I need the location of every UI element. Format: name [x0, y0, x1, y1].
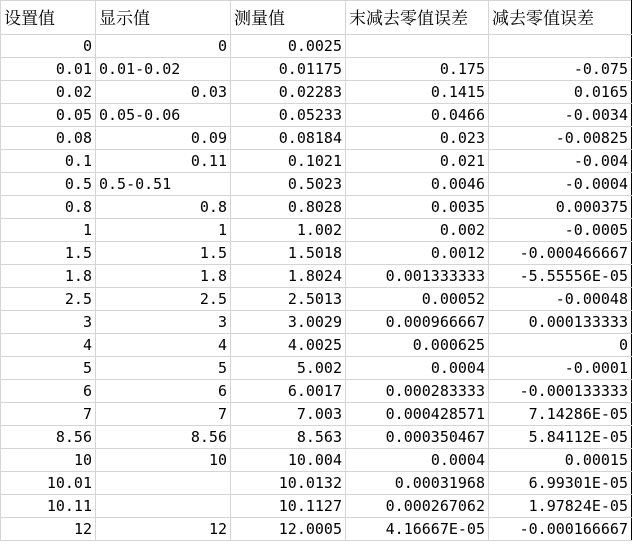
table-row: [1, 426, 632, 449]
cell-measured-value[interactable]: 10.0132: [231, 472, 346, 495]
cell-error-minus-zero[interactable]: -0.0001: [489, 357, 632, 380]
cell-measured-value[interactable]: 12.0005: [231, 518, 346, 541]
table-row: [1, 518, 632, 541]
cell-set-value[interactable]: 0.8: [1, 196, 96, 219]
cell-error-without-zero[interactable]: 0.000428571: [346, 403, 489, 426]
table-row: [1, 472, 632, 495]
table-row: [1, 449, 632, 472]
cell-error-without-zero[interactable]: [346, 35, 489, 58]
cell-error-minus-zero[interactable]: [489, 35, 632, 58]
table-row: [1, 311, 632, 334]
cell-error-minus-zero[interactable]: 0.00015: [489, 449, 632, 472]
cell-error-without-zero[interactable]: 0.000283333: [346, 380, 489, 403]
table-row: [1, 380, 632, 403]
cell-error-without-zero[interactable]: 0.0004: [346, 449, 489, 472]
cell-error-minus-zero[interactable]: 0.000375: [489, 196, 632, 219]
cell-error-without-zero[interactable]: 0.175: [346, 58, 489, 81]
cell-set-value[interactable]: 4: [1, 334, 96, 357]
table-row: [1, 58, 632, 81]
cell-display-value[interactable]: 1.8: [96, 265, 231, 288]
table-row: [1, 242, 632, 265]
table-row: [1, 403, 632, 426]
cell-display-value[interactable]: 3: [96, 311, 231, 334]
cell-display-value[interactable]: 0.8: [96, 196, 231, 219]
cell-display-value[interactable]: 0.09: [96, 127, 231, 150]
cell-error-minus-zero[interactable]: 7.14286E-05: [489, 403, 632, 426]
cell-error-minus-zero[interactable]: -0.0034: [489, 104, 632, 127]
cell-set-value[interactable]: 10.11: [1, 495, 96, 518]
cell-error-without-zero[interactable]: 0.1415: [346, 81, 489, 104]
cell-set-value[interactable]: 12: [1, 518, 96, 541]
cell-set-value[interactable]: 1: [1, 219, 96, 242]
cell-set-value[interactable]: 0.08: [1, 127, 96, 150]
cell-display-value[interactable]: [96, 472, 231, 495]
table-row: [1, 334, 632, 357]
table-row: [1, 196, 632, 219]
cell-measured-value[interactable]: 0.0025: [231, 35, 346, 58]
table-row: [1, 173, 632, 196]
cell-error-without-zero[interactable]: 0.000350467: [346, 426, 489, 449]
cell-measured-value[interactable]: 2.5013: [231, 288, 346, 311]
cell-error-minus-zero[interactable]: -0.075: [489, 58, 632, 81]
cell-display-value[interactable]: 10: [96, 449, 231, 472]
cell-error-without-zero[interactable]: 0.000966667: [346, 311, 489, 334]
cell-error-minus-zero[interactable]: 0: [489, 334, 632, 357]
cell-set-value[interactable]: 0: [1, 35, 96, 58]
cell-display-value[interactable]: 1.5: [96, 242, 231, 265]
cell-error-without-zero[interactable]: 0.021: [346, 150, 489, 173]
cell-error-without-zero[interactable]: 4.16667E-05: [346, 518, 489, 541]
cell-error-without-zero[interactable]: 0.002: [346, 219, 489, 242]
cell-measured-value[interactable]: 1.002: [231, 219, 346, 242]
cell-set-value[interactable]: 7: [1, 403, 96, 426]
cell-error-minus-zero[interactable]: 6.99301E-05: [489, 472, 632, 495]
cell-display-value[interactable]: 6: [96, 380, 231, 403]
cell-error-minus-zero[interactable]: -0.00825: [489, 127, 632, 150]
cell-measured-value[interactable]: 6.0017: [231, 380, 346, 403]
header-measured-value[interactable]: 测量值: [231, 1, 346, 35]
cell-error-without-zero[interactable]: 0.0466: [346, 104, 489, 127]
cell-measured-value[interactable]: 0.05233: [231, 104, 346, 127]
cell-display-value[interactable]: 0.03: [96, 81, 231, 104]
cell-error-minus-zero[interactable]: -0.0005: [489, 219, 632, 242]
cell-set-value[interactable]: 0.05: [1, 104, 96, 127]
cell-error-minus-zero[interactable]: -0.00048: [489, 288, 632, 311]
cell-error-minus-zero[interactable]: 1.97824E-05: [489, 495, 632, 518]
table-row: [1, 127, 632, 150]
cell-error-without-zero[interactable]: 0.001333333: [346, 265, 489, 288]
cell-set-value[interactable]: 10: [1, 449, 96, 472]
cell-set-value[interactable]: 10.01: [1, 472, 96, 495]
cell-display-value[interactable]: 0.01-0.02: [96, 58, 231, 81]
cell-set-value[interactable]: 3: [1, 311, 96, 334]
header-error-without-zero[interactable]: 末减去零值误差: [346, 1, 489, 35]
table-row: [1, 81, 632, 104]
table-row: [1, 265, 632, 288]
cell-error-without-zero[interactable]: 0.0035: [346, 196, 489, 219]
cell-display-value[interactable]: 7: [96, 403, 231, 426]
cell-display-value[interactable]: 8.56: [96, 426, 231, 449]
cell-measured-value[interactable]: 0.1021: [231, 150, 346, 173]
cell-display-value[interactable]: 0.05-0.06: [96, 104, 231, 127]
table-row: [1, 495, 632, 518]
cell-set-value[interactable]: 6: [1, 380, 96, 403]
cell-measured-value[interactable]: 10.004: [231, 449, 346, 472]
cell-set-value[interactable]: 0.1: [1, 150, 96, 173]
cell-display-value[interactable]: 1: [96, 219, 231, 242]
table-row: [1, 219, 632, 242]
cell-error-minus-zero[interactable]: -0.000166667: [489, 518, 632, 541]
cell-error-minus-zero[interactable]: 0.000133333: [489, 311, 632, 334]
table-row: [1, 357, 632, 380]
table-row: [1, 104, 632, 127]
header-set-value[interactable]: 设置值: [1, 1, 96, 35]
table-row: [1, 35, 632, 58]
cell-display-value[interactable]: 0: [96, 35, 231, 58]
cell-measured-value[interactable]: 0.5023: [231, 173, 346, 196]
cell-error-minus-zero[interactable]: 5.84112E-05: [489, 426, 632, 449]
cell-set-value[interactable]: 5: [1, 357, 96, 380]
cell-measured-value[interactable]: 10.1127: [231, 495, 346, 518]
cell-measured-value[interactable]: 3.0029: [231, 311, 346, 334]
cell-measured-value[interactable]: 1.8024: [231, 265, 346, 288]
cell-set-value[interactable]: 0.5: [1, 173, 96, 196]
header-display-value[interactable]: 显示值: [96, 1, 231, 35]
cell-error-without-zero[interactable]: 0.0046: [346, 173, 489, 196]
cell-measured-value[interactable]: 4.0025: [231, 334, 346, 357]
cell-display-value[interactable]: 0.11: [96, 150, 231, 173]
header-error-minus-zero[interactable]: 减去零值误差: [489, 1, 632, 35]
cell-set-value[interactable]: 8.56: [1, 426, 96, 449]
cell-measured-value[interactable]: 0.02283: [231, 81, 346, 104]
header-row: [1, 1, 632, 35]
cell-set-value[interactable]: 0.01: [1, 58, 96, 81]
cell-measured-value[interactable]: 5.002: [231, 357, 346, 380]
cell-display-value[interactable]: 4: [96, 334, 231, 357]
cell-set-value[interactable]: 1.5: [1, 242, 96, 265]
table-row: [1, 288, 632, 311]
cell-measured-value[interactable]: 1.5018: [231, 242, 346, 265]
cell-display-value[interactable]: [96, 495, 231, 518]
cell-display-value[interactable]: 2.5: [96, 288, 231, 311]
cell-error-minus-zero[interactable]: 0.0165: [489, 81, 632, 104]
cell-measured-value[interactable]: 0.01175: [231, 58, 346, 81]
cell-error-without-zero[interactable]: 0.00031968: [346, 472, 489, 495]
cell-display-value[interactable]: 12: [96, 518, 231, 541]
cell-error-without-zero[interactable]: 0.00052: [346, 288, 489, 311]
cell-set-value[interactable]: 1.8: [1, 265, 96, 288]
cell-error-minus-zero[interactable]: -0.000466667: [489, 242, 632, 265]
cell-error-minus-zero[interactable]: -5.55556E-05: [489, 265, 632, 288]
cell-measured-value[interactable]: 0.08184: [231, 127, 346, 150]
cell-measured-value[interactable]: 0.8028: [231, 196, 346, 219]
cell-set-value[interactable]: 2.5: [1, 288, 96, 311]
cell-error-without-zero[interactable]: 0.0012: [346, 242, 489, 265]
cell-display-value[interactable]: 5: [96, 357, 231, 380]
cell-set-value[interactable]: 0.02: [1, 81, 96, 104]
cell-error-without-zero[interactable]: 0.023: [346, 127, 489, 150]
cell-error-without-zero[interactable]: 0.000625: [346, 334, 489, 357]
cell-measured-value[interactable]: 7.003: [231, 403, 346, 426]
table-body: [1, 35, 632, 541]
cell-error-minus-zero[interactable]: -0.000133333: [489, 380, 632, 403]
cell-display-value[interactable]: 0.5-0.51: [96, 173, 231, 196]
cell-error-without-zero[interactable]: 0.0004: [346, 357, 489, 380]
cell-measured-value[interactable]: 8.563: [231, 426, 346, 449]
cell-error-minus-zero[interactable]: -0.004: [489, 150, 632, 173]
cell-error-without-zero[interactable]: 0.000267062: [346, 495, 489, 518]
table-row: [1, 150, 632, 173]
cell-error-minus-zero[interactable]: -0.0004: [489, 173, 632, 196]
